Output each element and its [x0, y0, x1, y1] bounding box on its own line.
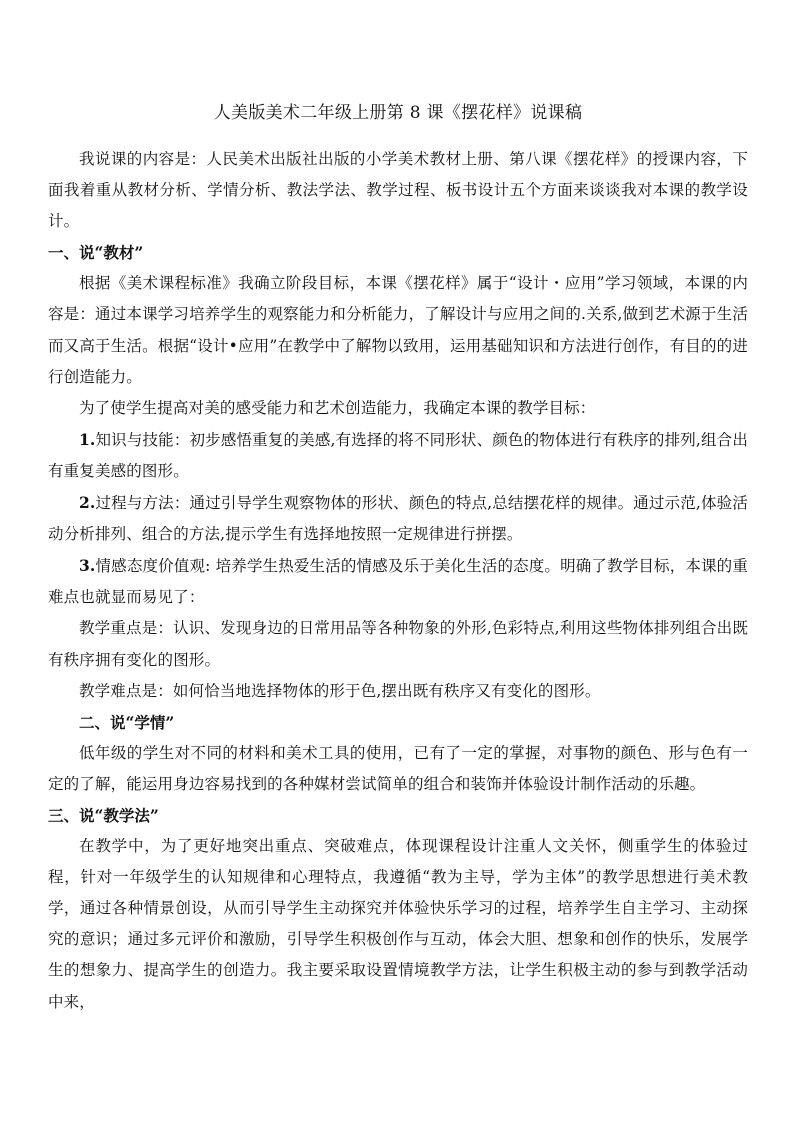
section-heading-textbook: 一、说“教材” — [48, 243, 144, 263]
document-title: 人美版美术二年级上册第 8 课《摆花样》说课稿 — [213, 103, 583, 123]
objective-text: 情感态度价值观: 培养学生热爱生活的情感及乐于美化生活的态度。明确了教学目标，本课的重难点也就显而易见了： — [48, 557, 748, 607]
textbook-analysis-paragraph: 根据《美术课程标准》我确立阶段目标，本课《摆花样》属于“设计・应用”学习领域，本课的内容是：通过本课学习培养学生的观察能力和分析能力，了解设计与应用之间的.关系,做到艺术源于生活而又高于生活。根据“设计•应用”在教学中了解物以致用，运用基础知识和方法进行创作，有目的的进行创造能力。 — [48, 274, 748, 386]
objective-process-methods — [48, 487, 748, 550]
section-heading-teaching-method: 三、说“教学法” — [48, 805, 159, 825]
intro-paragraph: 我说课的内容是：人民美术出版社出版的小学美术教材上册、第八课《摆花样》的授课内容，下面我着重从教材分析、学情分析、教法学法、教学过程、板书设计五个方面来谈谈我对本课的教学设计。 — [48, 150, 748, 231]
section-heading-students: 二、说“学情” — [79, 712, 175, 732]
teaching-method-paragraph: 在教学中，为了更好地突出重点、突破难点，体现课程设计注重人文关怀，侧重学生的体验过程，针对一年级学生的认知规律和心理特点，我遵循“教为主导，学为主体”的教学思想进行美术教学，通过各种情景创设，从而引导学生主动探究并体验快乐学习的过程，培养学生自主学习、主动探究的意识；通过多元评价和激励，引导学生积极创作与互动，体会大胆、想象和创作的快乐，发展学生的想象力、提高学生的创造力。我主要采取设置情境教学方法，让学生积极主动的参与到教学活动中来， — [48, 837, 748, 1011]
document-page — [48, 100, 748, 1018]
difficult-point-paragraph: 教学难点是：如何恰当地选择物体的形于色,摆出既有秩序又有变化的图形。 — [79, 681, 601, 700]
objective-text: 过程与方法：通过引导学生观察物体的形状、颜色的特点,总结摆花样的规律。通过示范,体验活动分析排列、组合的方法,提示学生有选择地按照一定规律进行拼摆。 — [48, 494, 748, 544]
students-analysis-paragraph: 低年级的学生对不同的材料和美术工具的使用，已有了一定的掌握，对事物的颜色、形与色有一定的了解，能运用身边容易找到的各种媒材尝试简单的组合和装饰并体验设计制作活动的乐趣。 — [48, 743, 748, 793]
objective-number: 2. — [79, 493, 96, 513]
objective-number: 1. — [79, 429, 96, 449]
key-point-paragraph: 教学重点是：认识、发现身边的日常用品等各种物象的外形,色彩特点,利用这些物体排列组合出既有秩序拥有变化的图形。 — [48, 619, 748, 669]
objectives-intro-paragraph: 为了使学生提高对美的感受能力和艺术创造能力，我确定本课的教学目标： — [79, 398, 596, 417]
objective-text: 知识与技能：初步感悟重复的美感,有选择的将不同形状、颜色的物体进行有秩序的排列,组合出有重复美感的图形。 — [48, 430, 748, 480]
objective-number: 3. — [79, 556, 96, 576]
objective-knowledge-skills — [48, 424, 748, 487]
objective-emotion-values — [48, 550, 748, 613]
